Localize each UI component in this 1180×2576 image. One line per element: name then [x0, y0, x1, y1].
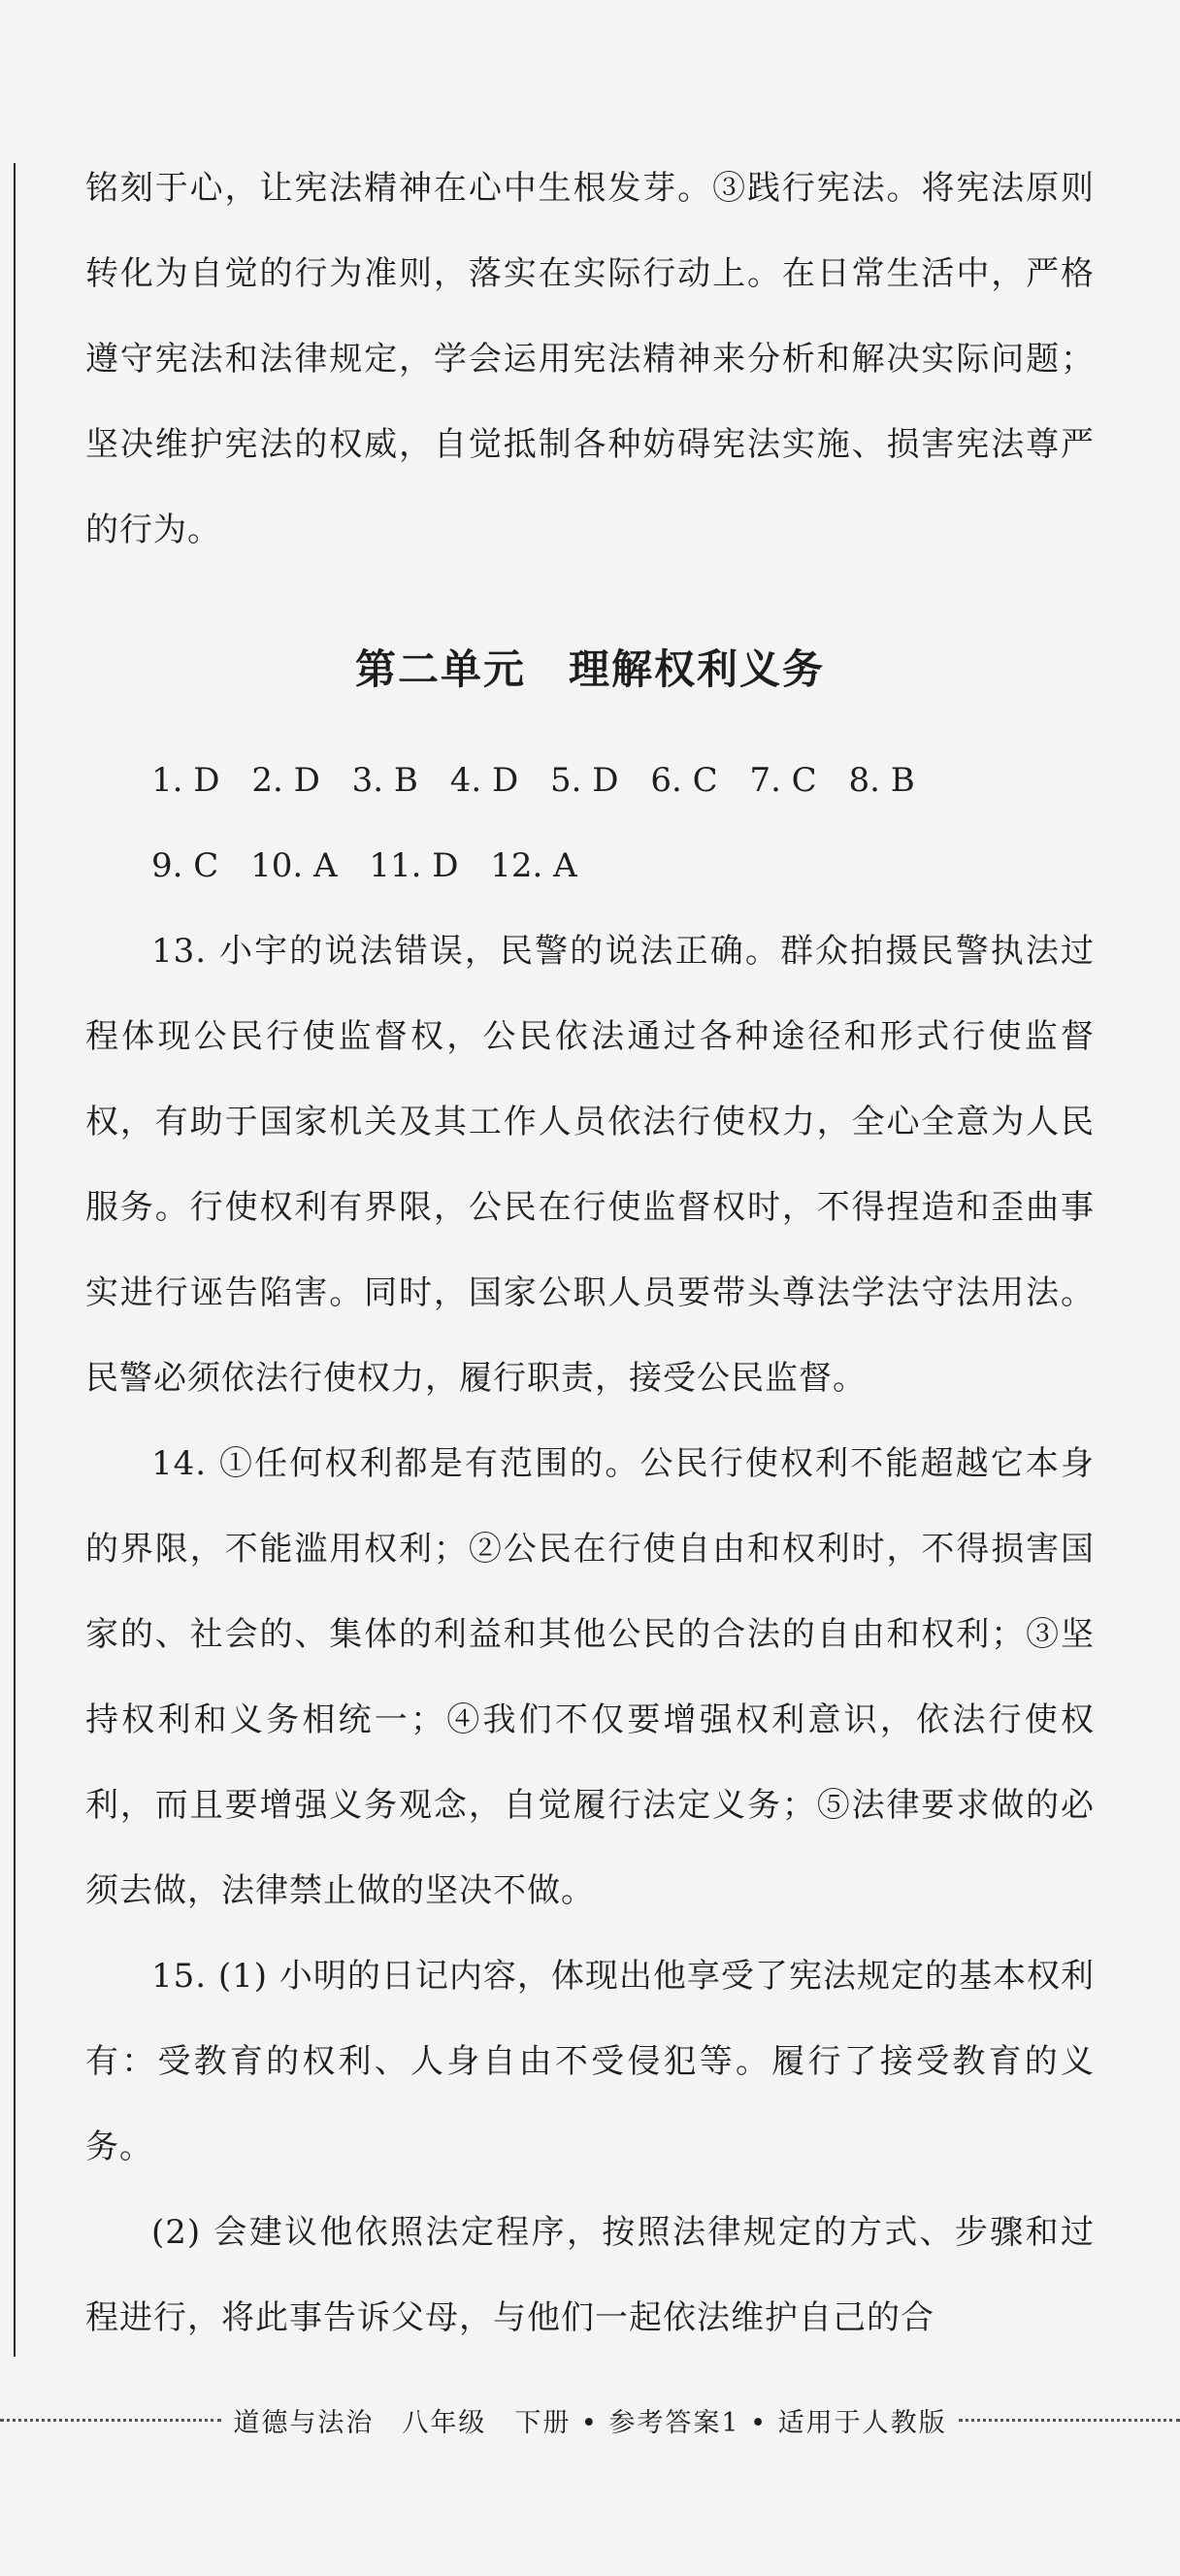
answers-row-1 [151, 738, 1095, 823]
page-footer [0, 2395, 1180, 2444]
unit-title-name: 理解权利义务 [569, 645, 826, 693]
answer-item: 6. C [650, 761, 718, 800]
footer-text: 道德与法治 八年级 下册 • 参考答案1 • 适用于人教版 [233, 2407, 947, 2438]
answer-item: 10. A [250, 846, 338, 885]
answer-item: 7. C [749, 761, 817, 800]
answer-item: 4. D [449, 761, 519, 800]
answer-item: 5. D [550, 761, 619, 800]
answers-row-2 [151, 823, 1095, 908]
answer-item: 1. D [151, 761, 220, 800]
intro-paragraph: 铭刻于心，让宪法精神在心中生根发芽。③践行宪法。将宪法原则转化为自觉的行为准则，落实在实际行动上。在日常生活中，严格遵守宪法和法律规定，学会运用宪法精神来分析和解决实际问题；坚决维护宪法的权威，自觉抵制各种妨碍宪法实施、损害宪法尊严的行为。 [85, 169, 1095, 549]
answer-14: 14. ①任何权利都是有范围的。公民行使权利不能超越它本身的界限，不能滥用权利；②公民在行使自由和权利时，不得损害国家的、社会的、集体的利益和其他公民的合法的自由和权利；③坚持权利和义务相统一；④我们不仅要增强权利意识，依法行使权利，而且要增强义务观念，自觉履行法定义务；⑤法律要求做的必须去做，法律禁止做的坚决不做。 [85, 1444, 1095, 1910]
answer-15-part-2: (2) 会建议他依照法定程序，按照法律规定的方式、步骤和过程进行，将此事告诉父母，与他们一起依法维护自己的合 [85, 2213, 1095, 2337]
choice-answers [85, 738, 1095, 908]
answer-item: 8. B [848, 761, 915, 800]
margin-rule [14, 163, 16, 2357]
answer-item: 11. D [369, 846, 459, 885]
answer-item: 12. A [490, 846, 577, 885]
answer-item: 3. B [351, 761, 418, 800]
answer-item: 9. C [151, 846, 219, 885]
answer-13: 13. 小宇的说法错误，民警的说法正确。群众拍摄民警执法过程体现公民行使监督权，公民依法通过各种途径和形式行使监督权，有助于国家机关及其工作人员依法行使权力，全心全意为人民服务。行使权利有界限，公民在行使监督权时，不得捏造和歪曲事实进行诬告陷害。同时，国家公职人员要带头尊法学法守法用法。民警必须依法行使权力，履行职责，接受公民监督。 [85, 932, 1095, 1398]
footer-dotted-line-right [959, 2419, 1180, 2422]
page-content [85, 146, 1095, 2361]
answer-15-part-1: 15. (1) 小明的日记内容，体现出他享受了宪法规定的基本权利有：受教育的权利、人身自由不受侵犯等。履行了接受教育的义务。 [85, 1957, 1095, 2166]
answer-item: 2. D [251, 761, 320, 800]
footer-dotted-line-left [0, 2419, 221, 2422]
unit-title [85, 641, 1095, 699]
unit-title-number: 第二单元 [354, 645, 526, 693]
